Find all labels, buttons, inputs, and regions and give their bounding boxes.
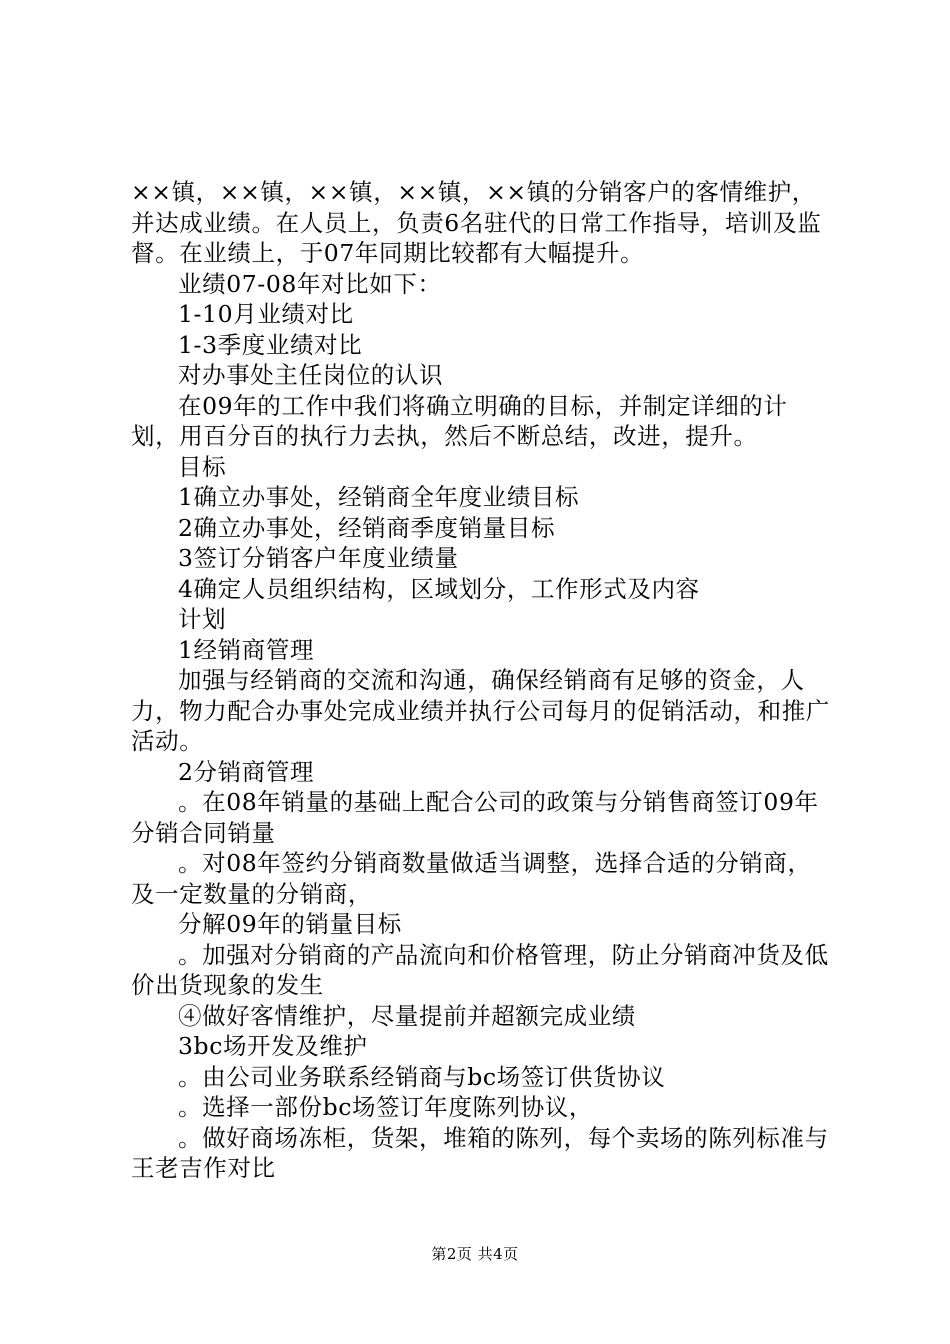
paragraph: 。选择一部份bc场签订年度陈列协议， bbox=[178, 1093, 594, 1121]
document-body bbox=[131, 177, 831, 1184]
paragraph: 。做好商场冻柜，货架，堆箱的陈列，每个卖场的陈列标准与王老吉作对比 bbox=[131, 1123, 829, 1182]
paragraph: 4确定人员组织结构，区域划分，工作形式及内容 bbox=[178, 574, 700, 603]
paragraph: 目标 bbox=[178, 452, 227, 481]
paragraph: 1-10月业绩对比 bbox=[178, 300, 354, 328]
paragraph: 。对08年签约分销商数量做适当调整，选择合适的分销商，及一定数量的分销商， bbox=[131, 849, 812, 908]
paragraph: 加强与经销商的交流和沟通，确保经销商有足够的资金，人力，物力配合办事处完成业绩并执行公司每月的促销活动，和推广活动。 bbox=[131, 666, 830, 755]
paragraph: 分解09年的销量目标 bbox=[178, 910, 402, 938]
paragraph: 2分销商管理 bbox=[178, 757, 315, 786]
paragraph: 3签订分销客户年度业绩量 bbox=[178, 544, 459, 572]
paragraph: 。在08年销量的基础上配合公司的政策与分销售商签订09年分销合同销量 bbox=[131, 788, 819, 847]
paragraph: 业绩07-08年对比如下： bbox=[178, 269, 442, 298]
page-number-footer: 第2页 共4页 bbox=[431, 1245, 519, 1263]
paragraph: 计划 bbox=[178, 605, 227, 633]
paragraph: 1经销商管理 bbox=[178, 635, 315, 664]
paragraph: 2确立办事处，经销商季度销量目标 bbox=[178, 513, 556, 542]
paragraph: 。加强对分销商的产品流向和价格管理，防止分销商冲货及低价出货现象的发生 bbox=[131, 940, 829, 999]
paragraph: ④做好客情维护，尽量提前并超额完成业绩 bbox=[178, 1001, 636, 1030]
paragraph: 在09年的工作中我们将确立明确的目标，并制定详细的计划，用百分百的执行力去执，然后不断总结，改进，提升。 bbox=[131, 391, 788, 450]
paragraph: ××镇，××镇，××镇，××镇，××镇的分销客户的客情维护，并达成业绩。在人员上，负责6名驻代的日常工作指导，培训及监督。在业绩上，于07年同期比较都有大幅提升。 bbox=[131, 178, 822, 267]
paragraph: 对办事处主任岗位的认识 bbox=[178, 361, 444, 389]
paragraph: 3bc场开发及维护 bbox=[178, 1032, 368, 1060]
paragraph: 1-3季度业绩对比 bbox=[178, 330, 363, 359]
paragraph: 1确立办事处，经销商全年度业绩目标 bbox=[178, 483, 580, 511]
paragraph: 。由公司业务联系经销商与bc场签订供货协议 bbox=[178, 1062, 666, 1091]
